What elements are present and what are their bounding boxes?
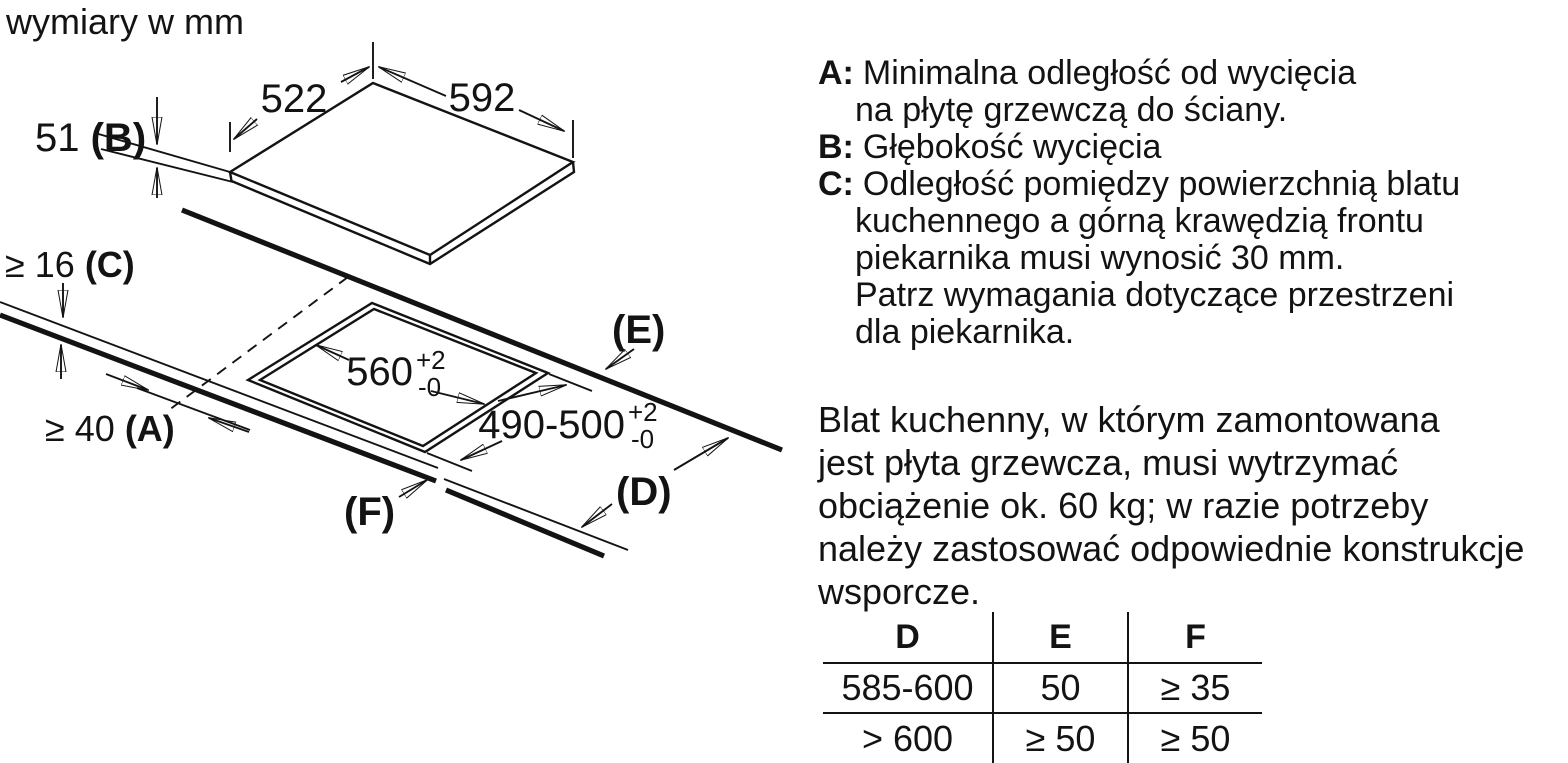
dim-b-label: 51 (B) xyxy=(35,116,147,160)
svg-text:(E): (E) xyxy=(612,308,666,352)
dim-c-label: ≥ 16 (C) xyxy=(5,244,135,285)
legend-item-b xyxy=(818,129,1563,166)
dim-560-sub: -0 xyxy=(418,372,442,402)
legend-text: Minimalna odległość od wycięcia xyxy=(862,54,1357,92)
legend-text: piekarnika musi wynosić 30 mm. xyxy=(855,239,1345,277)
table-cell: 585-600 xyxy=(823,663,993,713)
clearance-table xyxy=(823,612,1262,763)
load-note-line: obciążenie ok. 60 kg; w razie potrzeby xyxy=(818,485,1429,526)
table-cell: ≥ 50 xyxy=(1128,713,1262,763)
dim-a-label: ≥ 40 (A) xyxy=(45,408,175,449)
svg-text:(D): (D) xyxy=(616,470,672,514)
legend-text: Głębokość wycięcia xyxy=(862,128,1162,166)
table-cell: > 600 xyxy=(823,713,993,763)
dim-490-sup: +2 xyxy=(628,397,658,427)
table-cell: ≥ 35 xyxy=(1128,663,1262,713)
legend-item-a xyxy=(818,55,1563,92)
load-note-line: jest płyta grzewcza, musi wytrzymać xyxy=(818,442,1399,483)
legend-text: kuchennego a górną krawędzią frontu xyxy=(855,202,1424,240)
legend-text: Odległość pomiędzy powierzchnią blatu xyxy=(862,165,1461,203)
legend-key-a: A: xyxy=(818,54,854,92)
legend-text: Patrz wymagania dotyczące przestrzeni xyxy=(855,276,1455,314)
legend-key-b: B: xyxy=(818,128,854,166)
label-d xyxy=(582,438,728,527)
legend-text: dla piekarnika. xyxy=(855,313,1075,351)
installation-diagram xyxy=(0,0,810,580)
legend-key-c: C: xyxy=(818,165,854,203)
dim-490: 490-500 xyxy=(478,403,625,447)
dim-490-sub: -0 xyxy=(631,424,655,454)
units-note: wymiary w mm xyxy=(6,1,244,42)
label-f xyxy=(344,480,427,534)
table-row xyxy=(823,713,1262,763)
table-header-row xyxy=(823,612,1262,663)
svg-text:(F): (F) xyxy=(344,490,396,534)
table-cell: 50 xyxy=(993,663,1128,713)
table-row xyxy=(823,663,1262,713)
dim-560: 560 xyxy=(346,350,413,394)
label-e xyxy=(606,308,665,369)
table-cell: ≥ 50 xyxy=(993,713,1128,763)
load-note xyxy=(818,398,1568,613)
table-header-d: D xyxy=(895,617,920,656)
load-note-line: wsporcze. xyxy=(818,571,981,612)
legend-item-c xyxy=(818,166,1563,203)
table-header-f: F xyxy=(1128,612,1262,663)
load-note-line: Blat kuchenny, w którym zamontowana xyxy=(818,399,1440,440)
load-note-line: należy zastosować odpowiednie konstrukcje xyxy=(818,528,1525,569)
dim-560-sup: +2 xyxy=(416,345,446,375)
legend-text: na płytę grzewczą do ściany. xyxy=(855,91,1288,129)
dim-592: 592 xyxy=(448,76,516,120)
legend xyxy=(818,55,1563,351)
dimension-51-b xyxy=(35,97,233,198)
dim-522: 522 xyxy=(260,77,328,121)
table-header-e: E xyxy=(993,612,1128,663)
